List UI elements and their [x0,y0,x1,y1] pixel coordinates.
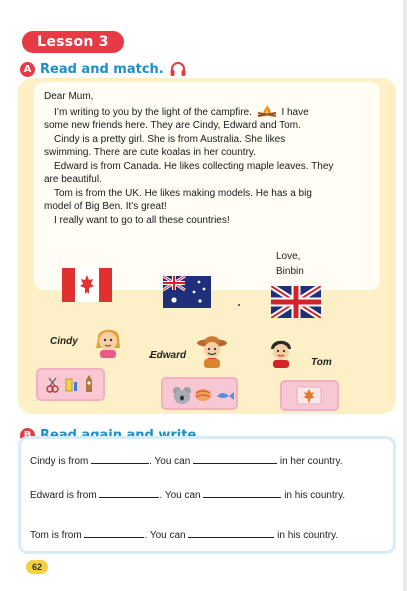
write-prefix: Edward is from [30,490,97,501]
country-blank[interactable] [91,454,149,464]
name-cindy: Cindy [50,336,78,347]
letter-line [44,104,366,120]
activity-blank[interactable] [203,488,281,498]
letter-text [44,90,366,227]
country-blank[interactable] [84,528,144,538]
maple-leaf-icon [282,382,337,409]
koala-swimming-card[interactable] [161,377,238,410]
letter-line: are beautiful. [44,174,102,185]
edward-figure[interactable] [195,332,229,368]
maple-leaf-card[interactable] [280,380,339,411]
name-tom: Tom [311,357,332,368]
section-a-heading [20,61,187,77]
tom-figure[interactable] [266,336,296,368]
write-suffix: in his country. [277,530,339,541]
write-mid: . You can [144,530,186,541]
letter-line: Cindy is a pretty girl. She is from Australia. She likes [54,133,286,145]
cindy-figure[interactable] [92,324,124,358]
letter-signature: Binbin [276,266,304,277]
letter-line: I really want to go to all these countries! [54,214,230,226]
uk-flag[interactable] [271,286,321,318]
page-number: 62 [26,560,48,574]
letter-signoff [276,249,304,279]
write-mid: . You can [149,456,191,467]
headphones-icon[interactable] [169,61,187,77]
models-icon [38,370,103,399]
write-row-tom [30,528,338,541]
write-suffix: in his country. [284,490,346,501]
letter-line: Edward is from Canada. He likes collecting maple leaves. They [54,160,334,172]
activity-blank[interactable] [188,528,274,538]
write-suffix: in her country. [279,456,343,467]
letter-line: Tom is from the UK. He likes making models. He has a big [54,187,312,199]
letter-line: model of Big Ben. It’s great! [44,201,167,212]
write-row-edward [30,488,345,501]
section-a-title: Read and match. [40,61,164,77]
activity-blank[interactable] [193,454,277,464]
name-edward: Edward [150,350,187,361]
write-prefix: Cindy is from [30,456,89,467]
page-edge [403,0,407,591]
lesson-badge: Lesson 3 [22,31,124,53]
country-blank[interactable] [99,488,159,498]
campfire-icon [255,104,279,117]
write-row-cindy [30,454,342,467]
write-mid: . You can [159,490,201,501]
section-a-letter: A [20,62,35,77]
australia-flag[interactable] [163,276,211,308]
letter-line: some new friends here. They are Cindy, Edward and Tom. [44,120,301,131]
match-dot [238,304,240,306]
koala-swimming-icon [163,379,236,408]
canada-flag[interactable] [62,268,112,302]
letter-closing: Love, [276,251,301,262]
write-prefix: Tom is from [30,530,82,541]
letter-line-text: I have [281,106,309,118]
letter-greeting: Dear Mum, [44,91,94,102]
letter-line-text: I’m writing to you by the light of the campfire. [54,106,252,118]
models-card[interactable] [36,368,105,401]
letter-line: swimming. There are cute koalas in her country. [44,147,256,158]
